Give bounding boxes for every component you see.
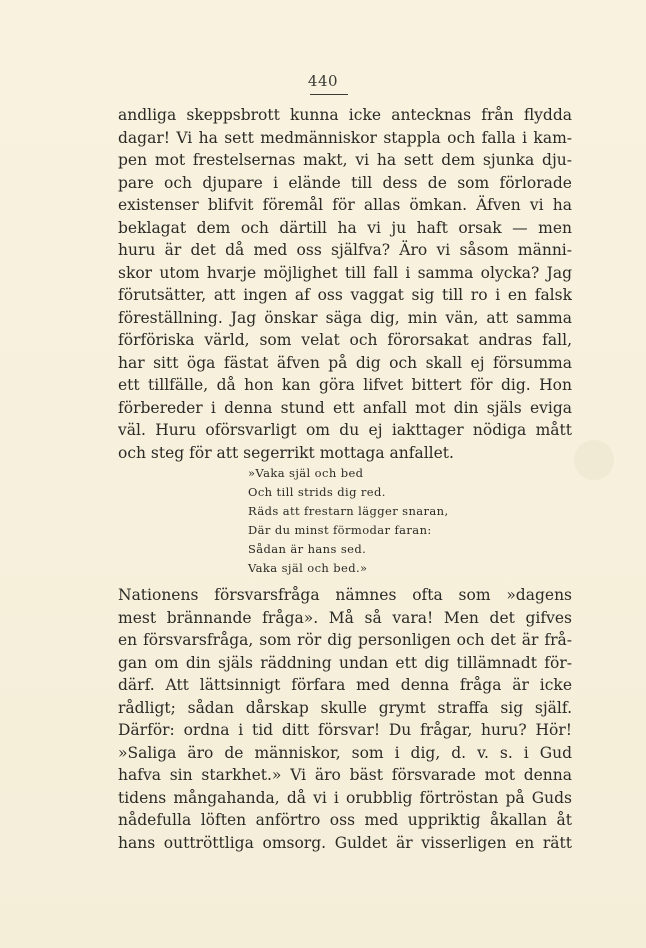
poem-line: Vaka själ och bed.» (248, 561, 368, 575)
poem-line: Räds att frestarn lägger snaran, (248, 504, 449, 518)
poem-stanza (248, 464, 449, 578)
text-line: väl. Huru oförsvarligt om du ej iakttager nödiga mått (118, 421, 572, 439)
text-line: pare och djupare i elände till dess de som förlorade (118, 173, 572, 192)
text-line: föreställning. Jag önskar säga dig, min vän, att samma (118, 308, 572, 327)
text-line: beklagat dem och därtill ha vi ju haft orsak — men (118, 218, 572, 237)
poem-line: »Vaka själ och bed (248, 466, 364, 480)
text-line: har sitt öga fästat äfven på dig och skall ej försumma (118, 353, 572, 372)
text-line: förbereder i denna stund ett anfall mot din själs eviga (118, 398, 572, 417)
text-line: hans outtröttliga omsorg. Guldet är visserligen en rätt (118, 833, 572, 852)
poem-line: Sådan är hans sed. (248, 542, 367, 556)
text-line: därf. Att lättsinnigt förfara med denna fråga är icke (118, 676, 572, 694)
text-line: Nationens försvarsfråga nämnes ofta som »dagens (118, 586, 572, 604)
poem-line: Och till strids dig red. (248, 485, 386, 499)
text-line: rådligt; sådan dårskap skulle grymt straffa sig själf. (118, 698, 572, 717)
text-line: huru är det då med oss själfva? Äro vi såsom männi- (118, 241, 572, 259)
text-line: »Saliga äro de människor, som i dig, d. v. s. i Gud (118, 743, 572, 762)
text-line: och steg för att segerrikt mottaga anfallet. (118, 443, 454, 462)
poem-line: Där du minst förmodar faran: (248, 523, 432, 537)
text-line: Därför: ordna i tid ditt försvar! Du frågar, huru? Hör! (118, 721, 572, 739)
text-line: förutsätter, att ingen af oss vaggat sig till ro i en falsk (118, 286, 572, 304)
text-line: existenser blifvit föremål för allas ömkan. Äfven vi ha (118, 196, 572, 214)
text-line: förföriska värld, som velat och förorsakat andras fall, (118, 331, 572, 349)
page-number: 440 (307, 72, 339, 90)
text-line: ett tillfälle, då hon kan göra lifvet bittert för dig. Hon (118, 376, 572, 394)
text-line: dagar! Vi ha sett medmänniskor stappla och falla i kam- (118, 128, 572, 147)
text-line: gan om din själs räddning undan ett dig tillämnadt för- (118, 653, 572, 672)
text-line: pen mot frestelsernas makt, vi ha sett dem sjunka dju- (118, 151, 572, 169)
text-line: mest brännande fråga». Må så vara! Men det gifves (118, 608, 572, 627)
text-line: hafva sin starkhet.» Vi äro bäst försvarade mot denna (118, 766, 572, 784)
paper-stain (574, 440, 614, 480)
paragraph-1 (118, 104, 572, 464)
text-line: skor utom hvarje möjlighet till fall i samma olycka? Jag (118, 263, 572, 282)
text-line: nådefulla löften anförtro oss med uppriktig åkallan åt (118, 811, 572, 829)
text-line: en försvarsfråga, som rör dig personligen och det är frå- (118, 631, 572, 649)
text-line: andliga skeppsbrott kunna icke antecknas från flydda (118, 106, 572, 124)
page-number-underline (310, 94, 348, 95)
paragraph-2 (118, 584, 572, 854)
text-line: tidens mångahanda, då vi i orubblig förtröstan på Guds (118, 788, 572, 807)
